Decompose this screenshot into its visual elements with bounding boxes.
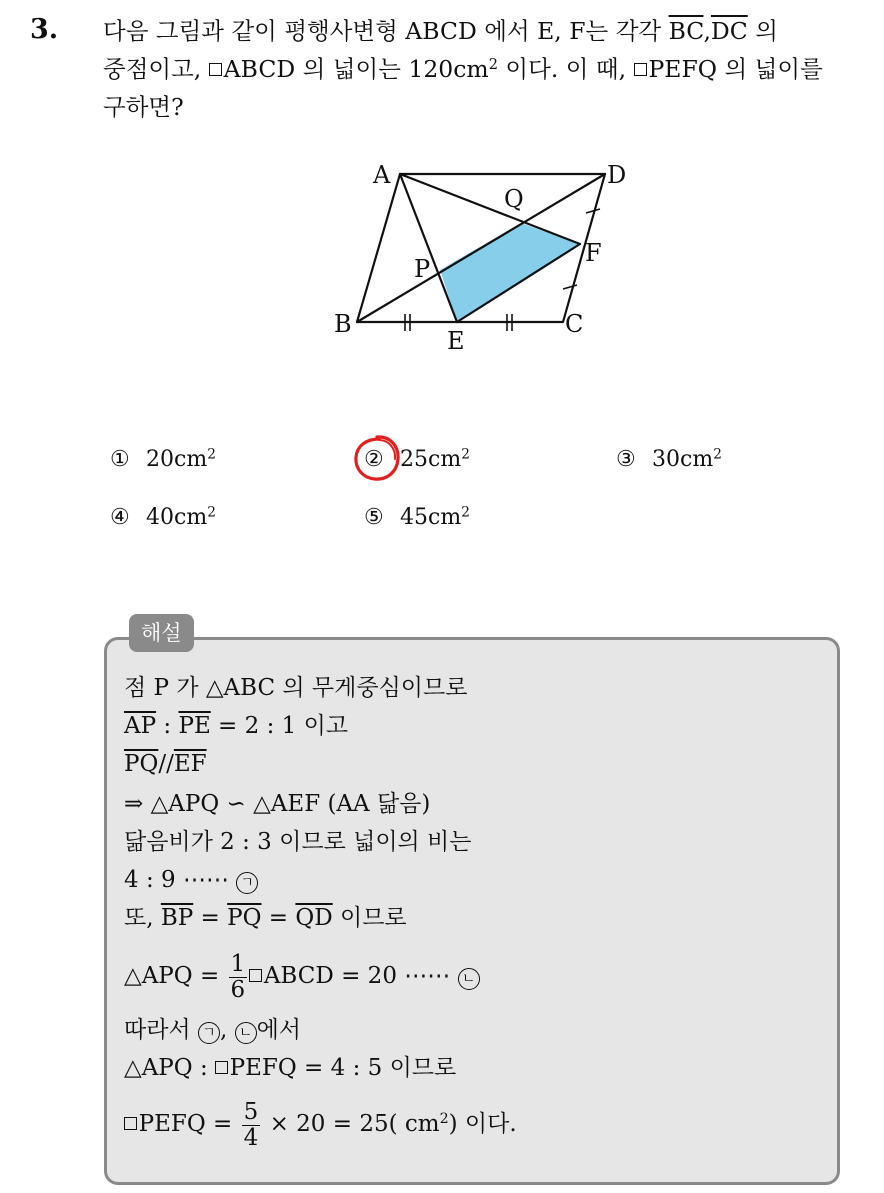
solution-line-7 — [124, 900, 407, 936]
parallelogram-symbol-icon — [249, 969, 262, 982]
question-text — [103, 12, 863, 126]
choice-number: ① — [110, 447, 130, 472]
question-line-2 — [103, 50, 863, 88]
segment-pq: $\overline{PQ}$ — [124, 751, 159, 777]
segment-ef: $\overline{EF}$ — [173, 751, 207, 777]
question-text-part: 다음 그림과 같이 평행사변형 ABCD 에서 E, F는 각각 — [103, 17, 669, 45]
solution-line-11 — [124, 1099, 517, 1151]
solution-text: ⇒ △APQ ∽ △AEF (AA 닮음) — [124, 791, 431, 817]
label-c: C — [565, 310, 584, 338]
choice-3[interactable] — [616, 444, 722, 476]
solution-text: 4 : 9 ⋯⋯ — [124, 867, 237, 893]
label-e: E — [447, 327, 465, 355]
choice-1[interactable] — [110, 444, 216, 476]
solution-text: = — [261, 905, 296, 931]
solution-line-8 — [124, 951, 480, 1003]
superscript: 2 — [461, 504, 470, 521]
parallelogram-symbol-icon — [124, 1117, 137, 1130]
circled-nieun-icon: ㄴ — [235, 1022, 257, 1044]
circled-giyeok-icon: ㄱ — [236, 872, 258, 894]
solution-text: × 20 = 25( cm — [262, 1111, 440, 1137]
choice-5[interactable] — [364, 502, 470, 534]
parallelogram-symbol-icon — [634, 63, 647, 76]
fraction-numerator: 1 — [230, 951, 246, 978]
segment-pq: $\overline{PQ}$ — [227, 905, 262, 931]
question-line-1 — [103, 12, 863, 50]
label-p: P — [414, 255, 431, 283]
segment-bp: $\overline{BP}$ — [160, 905, 194, 931]
fraction-numerator: 5 — [243, 1099, 259, 1126]
superscript: 2 — [461, 446, 470, 463]
solution-text: PEFQ = 4 : 5 이므로 — [229, 1055, 457, 1081]
question-number: 3. — [30, 14, 59, 45]
choice-value: 45cm — [400, 505, 462, 530]
question-text-part: ABCD 의 넓이는 120cm — [223, 55, 489, 83]
circled-nieun-icon: ㄴ — [458, 968, 480, 990]
solution-text: △APQ = — [124, 963, 227, 989]
solution-text: ABCD = 20 ⋯⋯ — [263, 963, 458, 989]
choice-value: 25cm — [400, 447, 462, 472]
choice-number: ⑤ — [364, 505, 384, 530]
choice-value: 30cm — [652, 447, 714, 472]
label-b: B — [334, 310, 352, 338]
question-text-part: 중점이고, — [103, 55, 209, 83]
label-f: F — [585, 239, 602, 267]
segment-ae — [400, 174, 457, 322]
solution-line-9 — [124, 1012, 301, 1048]
fraction-denominator: 4 — [243, 1124, 259, 1151]
choice-number: ② — [364, 447, 384, 472]
fraction-five-fourths — [242, 1100, 261, 1149]
circled-giyeok-icon: ㄱ — [198, 1022, 220, 1044]
solution-line-6 — [124, 862, 258, 898]
solution-text: , — [219, 1017, 235, 1043]
superscript: 2 — [439, 1111, 449, 1128]
solution-line-1 — [124, 670, 467, 706]
tick-mark-fc — [563, 285, 577, 289]
label-a: A — [373, 161, 391, 189]
segment-qd: $\overline{QD}$ — [295, 905, 333, 931]
solution-text: ) 이다. — [448, 1111, 517, 1137]
question-text-part: , — [703, 17, 711, 45]
fraction-denominator: 6 — [230, 976, 246, 1003]
solution-text: PEFQ = — [138, 1111, 240, 1137]
segment-ap: $\overline{AP}$ — [124, 713, 157, 739]
segment-af — [400, 174, 580, 244]
solution-text: 따라서 — [124, 1017, 198, 1043]
solution-text: = 2 : 1 이고 — [210, 713, 349, 739]
solution-text: 점 P 가 △ABC 의 무게중심이므로 — [124, 675, 468, 701]
parallelogram-figure — [328, 150, 628, 360]
segment-bc: $\overline{BC}$ — [668, 17, 704, 45]
solution-text: 이므로 — [332, 905, 407, 931]
solution-line-3 — [124, 746, 207, 782]
choice-value: 20cm — [146, 447, 208, 472]
shaded-region-pefq — [440, 223, 580, 322]
choice-4[interactable] — [110, 502, 216, 534]
question-text-part: PEFQ 의 넓이를 — [648, 55, 823, 83]
superscript: 2 — [207, 446, 216, 463]
fraction-one-sixth — [229, 952, 248, 1001]
solution-line-10 — [124, 1050, 456, 1086]
choice-number: ④ — [110, 505, 130, 530]
choice-number: ③ — [616, 447, 636, 472]
parallelogram-symbol-icon — [215, 1061, 228, 1074]
solution-text: 닮음비가 2 : 3 이므로 넓이의 비는 — [124, 829, 472, 855]
question-text-part: 의 — [747, 17, 778, 45]
answer-mark-circle-icon — [351, 432, 403, 484]
label-q: Q — [504, 185, 524, 213]
solution-label: 해설 — [129, 614, 194, 652]
superscript: 2 — [207, 504, 216, 521]
parallelogram-symbol-icon — [209, 63, 222, 76]
solution-line-2 — [124, 708, 348, 744]
superscript: 2 — [488, 56, 498, 73]
solution-text: = — [193, 905, 228, 931]
solution-text: 또, — [124, 905, 161, 931]
parallel-symbol: // — [158, 751, 174, 777]
solution-line-5 — [124, 824, 472, 860]
superscript: 2 — [713, 446, 722, 463]
solution-text: △APQ : — [124, 1055, 216, 1081]
solution-line-4 — [124, 786, 430, 822]
solution-text: : — [156, 713, 179, 739]
segment-pe: $\overline{PE}$ — [178, 713, 211, 739]
choice-value: 40cm — [146, 505, 208, 530]
question-text-part: 이다. 이 때, — [497, 55, 634, 83]
segment-dc: $\overline{DC}$ — [710, 17, 748, 45]
question-line-3: 구하면? — [103, 93, 184, 121]
solution-text: 에서 — [256, 1017, 302, 1043]
label-d: D — [607, 161, 627, 189]
